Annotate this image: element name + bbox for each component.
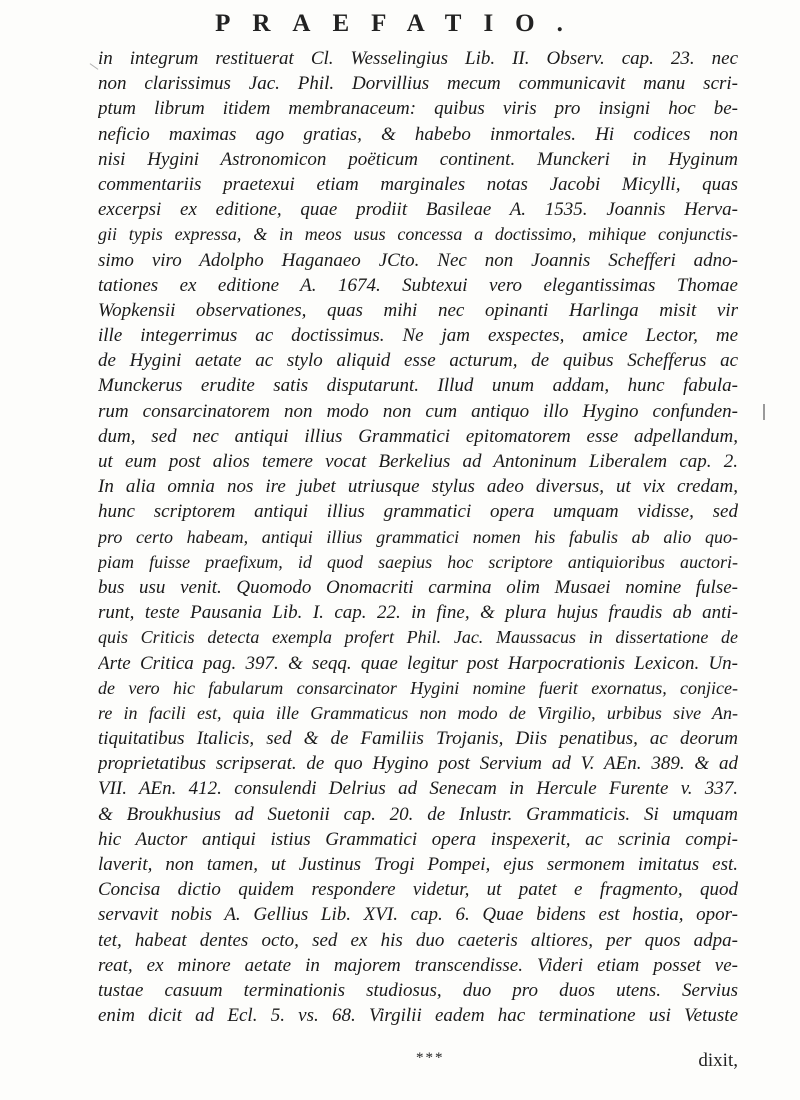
text-line: piam fuisse praefixum, id quod saepius hoc scriptore antiquioribus auctori-: [98, 551, 738, 572]
text-line: pro certo habeam, antiqui illius grammatici nomen his fabulis ab alio quo-: [98, 526, 738, 547]
text-line: re in facili est, quia ille Grammaticus non modo de Virgilio, urbibus sive An-: [98, 702, 738, 723]
margin-mark: [763, 404, 765, 420]
running-head: PRAEFATIO.: [215, 10, 585, 37]
text-line: Arte Critica pag. 397. & seqq. quae legitur post Harpocrationis Lexicon. Un-: [98, 652, 738, 674]
text-line: In alia omnia nos ire jubet utriusque stylus adeo diversus, ut vix credam,: [98, 476, 738, 498]
text-line: de Hygini aetate ac stylo aliquid esse acturum, de quibus Schefferus ac: [98, 350, 738, 372]
page-footer: [98, 1050, 738, 1080]
text-line: bus usu venit. Quomodo Onomacriti carmina olim Musaei nomine fulse-: [98, 576, 738, 598]
text-line: tustae casuum terminationis studiosus, duo pro duos utens. Servius: [98, 979, 738, 1001]
text-line: quis Criticis detecta exempla profert Phil. Jac. Maussacus in dissertatione de: [98, 627, 738, 648]
text-line: enim dicit ad Ecl. 5. vs. 68. Virgilii eadem hac terminatione usi Vetuste: [98, 1005, 738, 1027]
text-line: Munckerus erudite satis disputarunt. Illud unum addam, hunc fabula-: [98, 375, 738, 397]
text-line: laverit, non tamen, ut Justinus Trogi Pompei, ejus sermonem imitatus est.: [98, 854, 738, 875]
text-line: tet, habeat dentes octo, sed ex his duo caeteris altiores, per quos adpa-: [98, 929, 738, 951]
text-line: neficio maximas ago gratias, & habebo inmortales. Hi codices non: [98, 123, 738, 145]
text-line: hic Auctor antiqui istius Grammatici opera inspexerit, ac scrinia compi-: [98, 828, 738, 850]
text-line: simo viro Adolpho Haganaeo JCto. Nec non Joannis Schefferi adno-: [98, 249, 738, 271]
text-line: dum, sed nec antiqui illius Grammatici epitomatorem esse adpellandum,: [98, 425, 738, 447]
text-line: gii typis expressa, & in meos usus concessa a doctissimo, mihique conjunctis-: [98, 224, 738, 245]
text-line: Concisa dictio quidem respondere videtur, ut patet e fragmento, quod: [98, 879, 738, 901]
text-line: reat, ex minore aetate in majorem transcendisse. Videri etiam posset ve-: [98, 954, 738, 976]
catchword: dixit,: [698, 1050, 738, 1071]
signature-mark: ***: [416, 1050, 445, 1066]
text-line: Wopkensii observationes, quas mihi nec opinanti Harlinga misit vir: [98, 299, 738, 321]
text-line: tationes ex editione A. 1674. Subtexui vero elegantissimas Thomae: [98, 274, 738, 296]
text-line: hunc scriptorem antiqui illius grammatici opera umquam vidisse, sed: [98, 501, 738, 523]
text-line: ut eum post alios temere vocat Berkelius ad Antoninum Liberalem cap. 2.: [98, 451, 738, 472]
text-line: tiquitatibus Italicis, sed & de Familiis Trojanis, Diis penatibus, ac deorum: [98, 728, 738, 750]
text-line: de vero hic fabularum consarcinator Hygini nomine fuerit exornatus, conjice-: [98, 677, 738, 698]
text-line: servavit nobis A. Gellius Lib. XVI. cap. 6. Quae bidens est hostia, opor-: [98, 904, 738, 926]
text-line: rum consarcinatorem non modo non cum antiquo illo Hygino confunden-: [98, 400, 738, 422]
text-line: VII. AEn. 412. consulendi Delrius ad Senecam in Hercule Furente v. 337.: [98, 778, 738, 800]
text-line: commentariis praetexui etiam marginales notas Jacobi Micylli, quas: [98, 173, 738, 195]
body-text: [98, 46, 738, 1028]
text-line: in integrum restituerat Cl. Wesselingius Lib. II. Observ. cap. 23. nec: [98, 48, 738, 69]
text-line: & Broukhusius ad Suetonii cap. 20. de Inlustr. Grammaticis. Si umquam: [98, 803, 738, 825]
text-line: runt, teste Pausania Lib. I. cap. 22. in fine, & plura hujus fraudis ab anti-: [98, 602, 738, 624]
text-line: ptum librum itidem membranaceum: quibus viris pro insigni hoc be-: [98, 98, 738, 120]
text-line: excerpsi ex editione, quae prodiit Basileae A. 1535. Joannis Herva-: [98, 199, 738, 221]
text-line: proprietatibus scripserat. de quo Hygino post Servium ad V. AEn. 389. & ad: [98, 753, 738, 775]
text-line: non clarissimus Jac. Phil. Dorvillius mecum communicavit manu scri-: [98, 73, 738, 95]
text-line: ille integerrimus ac doctissimus. Ne jam exspectes, amice Lector, me: [98, 325, 738, 347]
text-line: nisi Hygini Astronomicon poëticum continent. Munckeri in Hyginum: [98, 148, 738, 170]
